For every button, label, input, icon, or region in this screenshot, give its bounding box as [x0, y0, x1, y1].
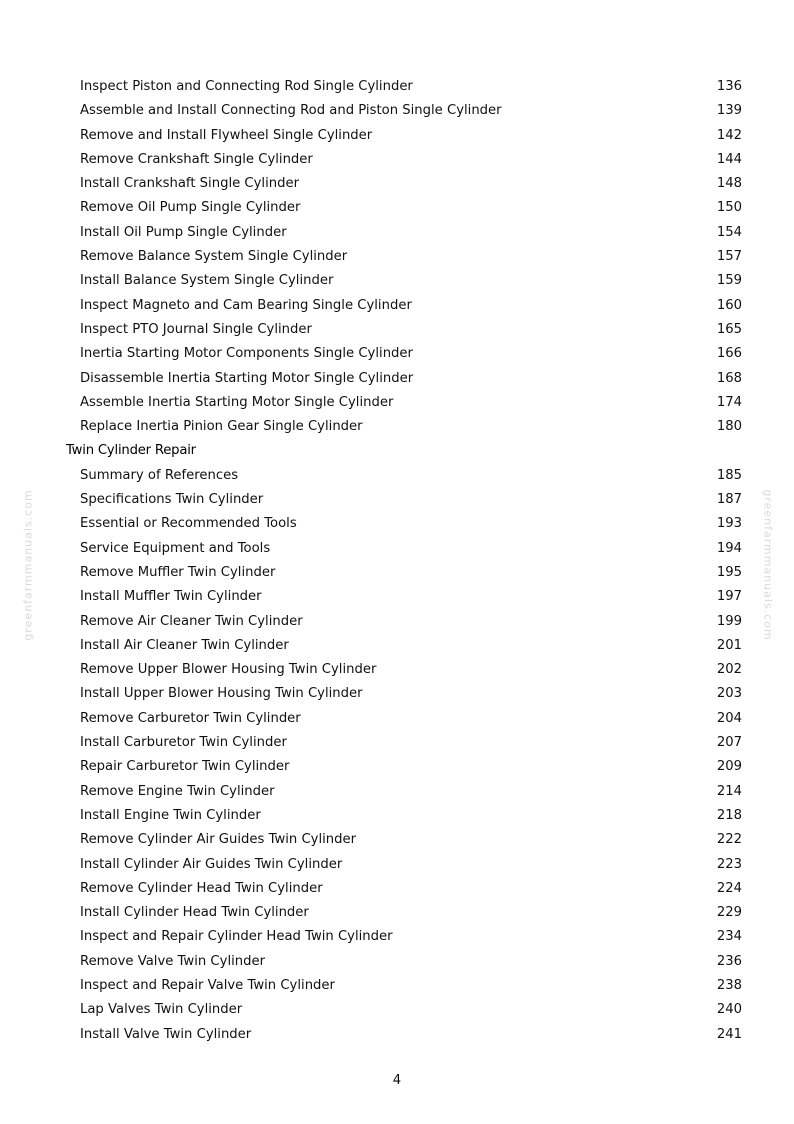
toc-entry-page: 207: [716, 735, 742, 751]
toc-entry-title: Summary of References: [80, 467, 239, 483]
toc-entry-page: 201: [716, 637, 742, 653]
toc-entry[interactable]: [0, 1023, 794, 1047]
toc-entry[interactable]: [0, 221, 794, 245]
toc-entry[interactable]: [0, 537, 794, 561]
toc-entry-page: 148: [716, 176, 742, 192]
toc-entry-title: Remove Carburetor Twin Cylinder: [80, 710, 301, 726]
toc-entry-page: 240: [716, 1002, 742, 1018]
toc-entry-page: 142: [716, 127, 742, 143]
toc-entry-page: 203: [716, 686, 742, 702]
toc-entry[interactable]: [0, 294, 794, 318]
toc-entry-title: Remove and Install Flywheel Single Cylinder: [80, 127, 373, 143]
toc-entry[interactable]: [0, 707, 794, 731]
toc-entry-title: Essential or Recommended Tools: [80, 516, 297, 532]
toc-entry-title: Remove Engine Twin Cylinder: [80, 783, 275, 799]
toc-entry-title: Specifications Twin Cylinder: [80, 492, 264, 508]
toc-entry-page: 180: [716, 419, 742, 435]
toc-entry-page: 209: [716, 759, 742, 775]
toc-entry-title: Remove Crankshaft Single Cylinder: [80, 151, 313, 167]
toc-entry-page: 193: [716, 516, 742, 532]
toc-entry-title: Install Carburetor Twin Cylinder: [80, 735, 287, 751]
toc-entry[interactable]: [0, 342, 794, 366]
toc-entry-title: Remove Valve Twin Cylinder: [80, 953, 266, 969]
toc-entry[interactable]: [0, 172, 794, 196]
toc-entry-page: 150: [716, 200, 742, 216]
toc-entry[interactable]: [0, 415, 794, 439]
toc-entry-page: 187: [716, 492, 742, 508]
toc-entry-page: 236: [716, 953, 742, 969]
toc-entry[interactable]: [0, 925, 794, 949]
toc-entry-page: 224: [716, 880, 742, 896]
toc-entry[interactable]: [0, 124, 794, 148]
toc-entry-page: 154: [716, 224, 742, 240]
toc-entry-title: Remove Cylinder Air Guides Twin Cylinder: [80, 832, 357, 848]
toc-entry-title: Replace Inertia Pinion Gear Single Cylinder: [80, 419, 363, 435]
section-title: Twin Cylinder Repair: [66, 443, 196, 459]
toc-entry[interactable]: [0, 950, 794, 974]
toc-entry-title: Install Crankshaft Single Cylinder: [80, 176, 300, 192]
toc-entry[interactable]: [0, 585, 794, 609]
toc-entry-title: Inspect PTO Journal Single Cylinder: [80, 321, 312, 337]
toc-entry-page: 185: [716, 467, 742, 483]
toc-entry-page: 160: [716, 297, 742, 313]
toc-entry-page: 166: [716, 346, 742, 362]
toc-entry[interactable]: [0, 561, 794, 585]
toc-entry-title: Assemble and Install Connecting Rod and Piston Single Cylinder: [80, 103, 502, 119]
toc-entry-title: Service Equipment and Tools: [80, 540, 271, 556]
toc-entry-page: 157: [716, 249, 742, 265]
toc-entry-title: Inspect Piston and Connecting Rod Single Cylinder: [80, 79, 413, 94]
toc-entry[interactable]: [0, 755, 794, 779]
toc-entry-page: 139: [716, 103, 742, 119]
toc-entry[interactable]: [0, 245, 794, 269]
watermark-right: greenfarmmanuals.com: [761, 489, 775, 641]
toc-entry[interactable]: [0, 512, 794, 536]
toc-entry-title: Install Engine Twin Cylinder: [80, 807, 261, 823]
page-number: 4: [392, 1073, 402, 1088]
toc-entry-title: Install Cylinder Head Twin Cylinder: [80, 905, 309, 921]
toc-entry-title: Install Valve Twin Cylinder: [80, 1026, 252, 1042]
toc-entry-page: 241: [716, 1026, 742, 1042]
toc-entry[interactable]: [0, 269, 794, 293]
toc-entry-page: 197: [716, 589, 742, 605]
toc-entry-title: Remove Cylinder Head Twin Cylinder: [80, 880, 323, 896]
toc-entry[interactable]: [0, 780, 794, 804]
toc-entry-title: Install Oil Pump Single Cylinder: [80, 224, 287, 240]
toc-entry-title: Inspect and Repair Cylinder Head Twin Cylinder: [80, 929, 393, 945]
toc-entry-title: Install Cylinder Air Guides Twin Cylinder: [80, 856, 343, 872]
toc-entry[interactable]: [0, 804, 794, 828]
toc-entry[interactable]: [0, 99, 794, 123]
toc-entry-title: Disassemble Inertia Starting Motor Single Cylinder: [80, 370, 414, 386]
toc-entry-page: 234: [716, 929, 742, 945]
toc-entry-page: 214: [716, 783, 742, 799]
toc-entry-title: Install Balance System Single Cylinder: [80, 273, 334, 289]
toc-entry-page: 204: [716, 710, 742, 726]
toc-entry-page: 159: [716, 273, 742, 289]
toc-entry-title: Install Upper Blower Housing Twin Cylinder: [80, 686, 363, 702]
toc-entry-page: 222: [716, 832, 742, 848]
toc-entry[interactable]: [0, 367, 794, 391]
toc-entry[interactable]: [0, 853, 794, 877]
toc-entry-title: Install Muffler Twin Cylinder: [80, 589, 262, 605]
toc-entry-title: Inertia Starting Motor Components Single Cylinder: [80, 346, 413, 362]
toc-entry-page: 144: [716, 151, 742, 167]
toc-entry-title: Lap Valves Twin Cylinder: [80, 1002, 243, 1018]
toc-entry[interactable]: [0, 610, 794, 634]
toc-entry[interactable]: [0, 196, 794, 220]
toc-entry[interactable]: [0, 828, 794, 852]
toc-entry[interactable]: [0, 998, 794, 1022]
toc-entry-title: Remove Air Cleaner Twin Cylinder: [80, 613, 303, 629]
toc-entry-page: 223: [716, 856, 742, 872]
toc-entry-page: 136: [716, 79, 742, 94]
toc-entry-page: 174: [716, 394, 742, 410]
toc-entry[interactable]: [0, 464, 794, 488]
toc-entry[interactable]: [0, 634, 794, 658]
toc-section-heading: [0, 439, 794, 463]
toc-entry[interactable]: [0, 731, 794, 755]
toc-entry-title: Repair Carburetor Twin Cylinder: [80, 759, 290, 775]
table-of-contents: [0, 75, 794, 1047]
toc-entry-page: 218: [716, 807, 742, 823]
watermark-left: greenfarmmanuals.com: [21, 489, 35, 641]
toc-entry-page: 195: [716, 564, 742, 580]
toc-entry-page: 199: [716, 613, 742, 629]
toc-entry-title: Install Air Cleaner Twin Cylinder: [80, 637, 289, 653]
toc-entry[interactable]: [0, 488, 794, 512]
toc-entry[interactable]: [0, 318, 794, 342]
toc-entry-page: 168: [716, 370, 742, 386]
toc-entry[interactable]: [0, 148, 794, 172]
toc-entry[interactable]: [0, 974, 794, 998]
toc-entry-title: Remove Muffler Twin Cylinder: [80, 564, 276, 580]
toc-entry[interactable]: [0, 682, 794, 706]
toc-entry-title: Remove Oil Pump Single Cylinder: [80, 200, 301, 216]
toc-entry[interactable]: [0, 391, 794, 415]
toc-entry-page: 165: [716, 321, 742, 337]
toc-entry-page: 229: [716, 905, 742, 921]
toc-entry[interactable]: [0, 901, 794, 925]
toc-entry-page: 202: [716, 662, 742, 678]
toc-entry[interactable]: [0, 877, 794, 901]
toc-entry[interactable]: [0, 658, 794, 682]
toc-entry-page: 238: [716, 977, 742, 993]
toc-entry[interactable]: [0, 75, 794, 99]
toc-entry-title: Remove Balance System Single Cylinder: [80, 249, 348, 265]
toc-entry-title: Inspect and Repair Valve Twin Cylinder: [80, 977, 335, 993]
toc-entry-title: Assemble Inertia Starting Motor Single Cylinder: [80, 394, 394, 410]
toc-entry-page: 194: [716, 540, 742, 556]
toc-entry-title: Remove Upper Blower Housing Twin Cylinder: [80, 662, 377, 678]
toc-entry-title: Inspect Magneto and Cam Bearing Single Cylinder: [80, 297, 412, 313]
